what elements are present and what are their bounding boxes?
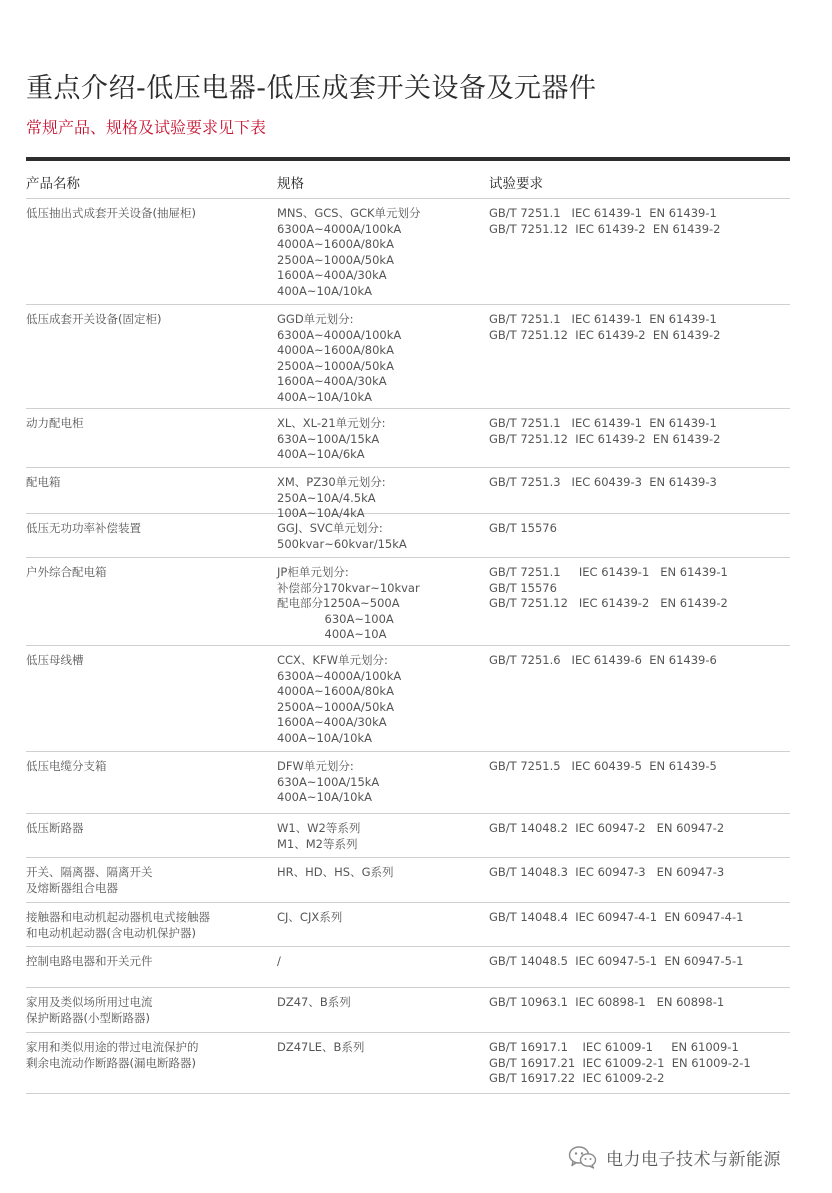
test-standard-line: GB/T 7251.12 IEC 61439-2 EN 61439-2 <box>489 431 721 446</box>
specification-line: 4000A~1600A/80kA <box>277 684 394 699</box>
specification-line: 400A~10A/10kA <box>277 790 372 805</box>
specification-line: 2500A~1000A/50kA <box>277 358 394 373</box>
table-row <box>26 752 790 814</box>
test-requirement-cell <box>489 910 743 926</box>
test-requirement-cell <box>489 206 721 237</box>
page-title: 重点介绍-低压电器-低压成套开关设备及元器件 <box>26 73 597 104</box>
specification-line: 1600A~400A/30kA <box>277 715 387 730</box>
product-name-cell: 户外综合配电箱 <box>26 565 107 579</box>
test-requirement-cell <box>489 821 724 837</box>
specification-line: 2500A~1000A/50kA <box>277 699 394 714</box>
product-name-cell: 动力配电柜 <box>26 416 84 430</box>
specification-line: 补偿部分170kvar~10kvar <box>277 580 420 595</box>
test-standard-line: GB/T 14048.2 IEC 60947-2 EN 60947-2 <box>489 821 725 835</box>
table-row <box>26 814 790 858</box>
table-row <box>26 305 790 409</box>
specification-line: MNS、GCS、GCK单元划分 <box>277 206 421 220</box>
specification-line: 500kvar~60kvar/15kA <box>277 536 407 551</box>
specification-line: XL、XL-21单元划分: <box>277 416 386 430</box>
test-requirement-cell <box>489 995 724 1011</box>
test-standard-line: GB/T 7251.1 IEC 61439-1 EN 61439-1 <box>489 312 717 326</box>
specification-line: 630A~100A <box>277 611 394 626</box>
specification-cell <box>277 1040 364 1056</box>
table-row <box>26 468 790 521</box>
specification-cell <box>277 954 281 970</box>
specification-line: CJ、CJX系列 <box>277 910 343 924</box>
specification-line: JP柜单元划分: <box>277 565 349 579</box>
product-name-cell: 开关、隔离器、隔离开关 及熔断器组合电器 <box>26 865 153 895</box>
specification-line: 2500A~1000A/50kA <box>277 252 394 267</box>
test-standard-line: GB/T 14048.5 IEC 60947-5-1 EN 60947-5-1 <box>489 954 744 968</box>
specification-line: XM、PZ30单元划分: <box>277 475 386 489</box>
product-name-cell: 低压成套开关设备(固定柜) <box>26 312 162 326</box>
specification-line: DZ47、B系列 <box>277 995 351 1009</box>
test-requirement-cell <box>489 865 724 881</box>
test-standard-line: GB/T 15576 <box>489 580 557 595</box>
specification-line: 250A~10A/4.5kA <box>277 490 376 505</box>
specification-cell <box>277 565 420 643</box>
test-requirement-cell <box>489 653 717 669</box>
test-standard-line: GB/T 7251.12 IEC 61439-2 EN 61439-2 <box>489 327 721 342</box>
specification-line: GGD单元划分: <box>277 312 354 326</box>
column-header-test-requirements: 试验要求 <box>489 176 543 192</box>
specification-cell <box>277 910 342 926</box>
product-name-cell: 低压无功功率补偿装置 <box>26 521 141 535</box>
table-row <box>26 514 790 558</box>
specification-line: 6300A~4000A/100kA <box>277 221 402 236</box>
specification-cell <box>277 206 421 300</box>
specification-line: 6300A~4000A/100kA <box>277 668 402 683</box>
test-standard-line: GB/T 7251.1 IEC 61439-1 EN 61439-1 <box>489 206 717 220</box>
test-standard-line: GB/T 7251.12 IEC 61439-2 EN 61439-2 <box>489 221 721 236</box>
test-requirement-cell <box>489 416 721 447</box>
test-standard-line: GB/T 7251.6 IEC 61439-6 EN 61439-6 <box>489 653 717 667</box>
test-requirement-cell <box>489 954 743 970</box>
specification-line: 1600A~400A/30kA <box>277 268 387 283</box>
table-row <box>26 858 790 903</box>
specification-line: GGJ、SVC单元划分: <box>277 521 383 535</box>
specification-line: CCX、KFW单元划分: <box>277 653 388 667</box>
specification-line: M1、M2等系列 <box>277 836 358 851</box>
watermark <box>568 1145 781 1169</box>
test-requirement-cell <box>489 759 717 775</box>
specification-cell <box>277 653 401 747</box>
test-standard-line: GB/T 7251.3 IEC 60439-3 EN 61439-3 <box>489 475 717 489</box>
test-standard-line: GB/T 7251.5 IEC 60439-5 EN 61439-5 <box>489 759 717 773</box>
product-name-cell: 低压断路器 <box>26 821 84 835</box>
specification-cell <box>277 865 394 881</box>
test-standard-line: GB/T 10963.1 IEC 60898-1 EN 60898-1 <box>489 995 725 1009</box>
table-row <box>26 1033 790 1094</box>
test-requirement-cell <box>489 475 717 491</box>
specification-line: 400A~10A/10kA <box>277 283 372 298</box>
specification-line: 100A~10A/4kA <box>277 506 365 521</box>
test-requirement-cell <box>489 521 557 537</box>
watermark-text: 电力电子技术与新能源 <box>606 1149 781 1170</box>
table-row <box>26 646 790 752</box>
test-standard-line: GB/T 16917.22 IEC 61009-2-2 <box>489 1071 665 1086</box>
product-name-cell: 控制电路电器和开关元件 <box>26 954 153 968</box>
test-standard-line: GB/T 15576 <box>489 521 557 535</box>
specification-line: 400A~10A/6kA <box>277 447 365 462</box>
table-row <box>26 988 790 1033</box>
test-standard-line: GB/T 7251.12 IEC 61439-2 EN 61439-2 <box>489 596 728 611</box>
specification-line: 配电部分1250A~500A <box>277 596 400 611</box>
test-standard-line: GB/T 14048.4 IEC 60947-4-1 EN 60947-4-1 <box>489 910 744 924</box>
table-header <box>26 161 790 199</box>
specification-line: 400A~10A <box>277 627 387 642</box>
wechat-icon <box>568 1145 598 1169</box>
specification-line: 1600A~400A/30kA <box>277 374 387 389</box>
test-standard-line: GB/T 16917.21 IEC 61009-2-1 EN 61009-2-1 <box>489 1055 751 1070</box>
test-requirement-cell <box>489 565 728 612</box>
page-subtitle: 常规产品、规格及试验要求见下表 <box>26 118 267 137</box>
specification-line: W1、W2等系列 <box>277 821 361 835</box>
specification-line: DFW单元划分: <box>277 759 354 773</box>
specification-line: 4000A~1600A/80kA <box>277 343 394 358</box>
product-name-cell: 低压电缆分支箱 <box>26 759 107 773</box>
specification-line: HR、HD、HS、G系列 <box>277 865 394 879</box>
specification-line: 400A~10A/10kA <box>277 730 372 745</box>
table-row <box>26 409 790 468</box>
product-name-cell: 接触器和电动机起动器机电式接触器 和电动机起动器(含电动机保护器) <box>26 910 210 940</box>
column-header-product-name: 产品名称 <box>26 176 80 192</box>
table-row <box>26 903 790 947</box>
product-name-cell: 低压抽出式成套开关设备(抽屉柜) <box>26 206 196 220</box>
specification-cell <box>277 821 360 852</box>
test-standard-line: GB/T 7251.1 IEC 61439-1 EN 61439-1 <box>489 416 717 430</box>
specification-line: 630A~100A/15kA <box>277 774 380 789</box>
product-name-cell: 配电箱 <box>26 475 61 489</box>
specification-cell <box>277 521 407 552</box>
specification-line: 6300A~4000A/100kA <box>277 327 402 342</box>
table-row <box>26 199 790 305</box>
table-row <box>26 947 790 988</box>
specification-line: 400A~10A/10kA <box>277 389 372 404</box>
test-standard-line: GB/T 16917.1 IEC 61009-1 EN 61009-1 <box>489 1040 739 1054</box>
specification-line: DZ47LE、B系列 <box>277 1040 365 1054</box>
product-name-cell: 家用及类似场所用过电流 保护断路器(小型断路器) <box>26 995 153 1025</box>
test-requirement-cell <box>489 1040 751 1087</box>
table-row <box>26 558 790 646</box>
specification-cell <box>277 416 386 463</box>
specification-cell <box>277 995 351 1011</box>
test-standard-line: GB/T 14048.3 IEC 60947-3 EN 60947-3 <box>489 865 725 879</box>
specification-line: / <box>277 954 281 968</box>
product-name-cell: 低压母线槽 <box>26 653 84 667</box>
specification-cell <box>277 759 379 806</box>
test-standard-line: GB/T 7251.1 IEC 61439-1 EN 61439-1 <box>489 565 728 579</box>
specification-cell <box>277 312 401 406</box>
product-name-cell: 家用和类似用途的带过电流保护的 剩余电流动作断路器(漏电断路器) <box>26 1040 199 1070</box>
specification-line: 4000A~1600A/80kA <box>277 237 394 252</box>
table-body <box>26 199 790 1094</box>
column-header-specification: 规格 <box>277 176 304 192</box>
test-requirement-cell <box>489 312 721 343</box>
specification-line: 630A~100A/15kA <box>277 431 380 446</box>
